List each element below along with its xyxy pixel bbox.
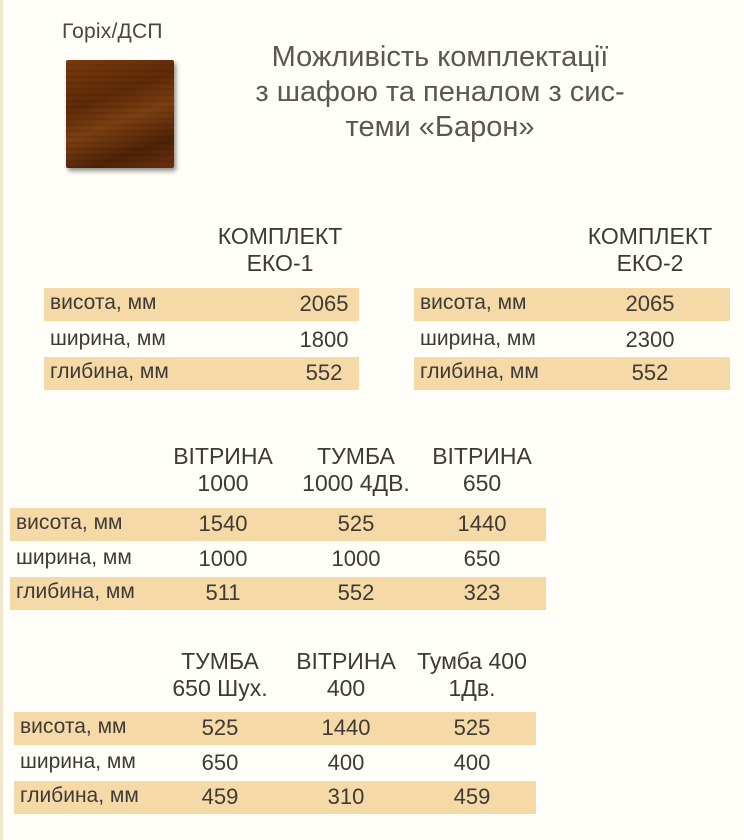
column-header bbox=[163, 443, 283, 497]
column-header-line-1: Тумба 400 bbox=[417, 648, 527, 674]
cell-value: 1540 bbox=[198, 511, 248, 536]
cell-value: 400 bbox=[327, 750, 365, 775]
page-edge-strip bbox=[0, 0, 3, 840]
cell-value: 2300 bbox=[625, 327, 675, 352]
table-row-depth bbox=[414, 357, 730, 390]
cell-value: 310 bbox=[327, 784, 365, 809]
table-row-width bbox=[14, 747, 536, 780]
column-header-line-1: КОМПЛЕКТ bbox=[217, 223, 343, 249]
column-header-line-2: ЕКО-2 bbox=[616, 250, 684, 276]
cell-value: 552 bbox=[631, 360, 669, 385]
column-header-line-2: 1000 4ДВ. bbox=[302, 470, 410, 496]
row-label: глибина, мм bbox=[16, 580, 135, 603]
table-row-width bbox=[44, 324, 359, 357]
row-label: висота, мм bbox=[50, 291, 157, 314]
row-label: глибина, мм bbox=[420, 360, 539, 383]
headline-line-2: з шафою та пеналом з сис- bbox=[255, 76, 625, 108]
column-header bbox=[286, 648, 406, 702]
table-row-height bbox=[414, 288, 730, 321]
cell-value: 1440 bbox=[321, 715, 371, 740]
cell-value: 400 bbox=[453, 750, 491, 775]
cell-value: 2065 bbox=[625, 291, 675, 316]
table-row-depth bbox=[10, 577, 546, 610]
cell-value: 511 bbox=[205, 580, 241, 605]
cell-value: 552 bbox=[305, 360, 343, 385]
column-header bbox=[200, 223, 360, 277]
table-row-depth bbox=[44, 357, 359, 390]
column-header-line-1: ВІТРИНА bbox=[296, 648, 396, 674]
headline-line-1: Можливість комплектації bbox=[271, 41, 609, 73]
column-header bbox=[160, 648, 280, 702]
column-header-line-1: ВІТРИНА bbox=[173, 443, 273, 469]
headline-line-3: теми «Барон» bbox=[345, 111, 535, 143]
material-label: Горіх/ДСП bbox=[62, 20, 163, 43]
cell-value: 525 bbox=[337, 511, 375, 536]
table-row-depth bbox=[14, 781, 536, 814]
cell-value: 1000 bbox=[331, 546, 381, 571]
cell-value: 525 bbox=[201, 715, 239, 740]
column-header bbox=[422, 443, 542, 497]
column-header-line-2: 1000 bbox=[197, 470, 249, 496]
column-header bbox=[291, 443, 421, 497]
table-row-height bbox=[14, 712, 536, 745]
cell-value: 2065 bbox=[299, 291, 349, 316]
cell-value: 1800 bbox=[299, 327, 349, 352]
column-header-line-1: КОМПЛЕКТ bbox=[587, 223, 713, 249]
row-label: глибина, мм bbox=[20, 784, 139, 807]
cell-value: 525 bbox=[453, 715, 491, 740]
column-header bbox=[570, 223, 730, 277]
cell-value: 323 bbox=[463, 580, 501, 605]
cell-value: 459 bbox=[201, 784, 239, 809]
table-row-width bbox=[10, 543, 546, 576]
row-label: ширина, мм bbox=[16, 546, 132, 569]
table-row-width bbox=[414, 324, 730, 357]
column-header-line-2: ЕКО-1 bbox=[246, 250, 314, 276]
row-label: висота, мм bbox=[16, 511, 123, 534]
column-header-line-2: 650 bbox=[462, 470, 502, 496]
row-label: глибина, мм bbox=[50, 360, 169, 383]
cell-value: 552 bbox=[337, 580, 375, 605]
column-header-line-2: 650 Шух. bbox=[172, 675, 268, 701]
cell-value: 1000 bbox=[198, 546, 248, 571]
row-label: ширина, мм bbox=[420, 327, 536, 350]
table-row-height bbox=[10, 508, 546, 541]
row-label: ширина, мм bbox=[20, 750, 136, 773]
table-row-height bbox=[44, 288, 359, 321]
cell-value: 650 bbox=[201, 750, 239, 775]
column-header bbox=[408, 648, 536, 702]
cell-value: 650 bbox=[463, 546, 501, 571]
column-header-line-2: 400 bbox=[326, 675, 366, 701]
cell-value: 459 bbox=[453, 784, 491, 809]
cell-value: 1440 bbox=[457, 511, 507, 536]
column-header-line-1: ТУМБА bbox=[317, 443, 395, 469]
walnut-swatch bbox=[66, 60, 174, 168]
row-label: висота, мм bbox=[20, 715, 127, 738]
column-header-line-1: ВІТРИНА bbox=[432, 443, 532, 469]
column-header-line-2: 1Дв. bbox=[448, 675, 496, 701]
row-label: ширина, мм bbox=[50, 327, 166, 350]
headline bbox=[250, 40, 630, 145]
column-header-line-1: ТУМБА bbox=[181, 648, 259, 674]
row-label: висота, мм bbox=[420, 291, 527, 314]
